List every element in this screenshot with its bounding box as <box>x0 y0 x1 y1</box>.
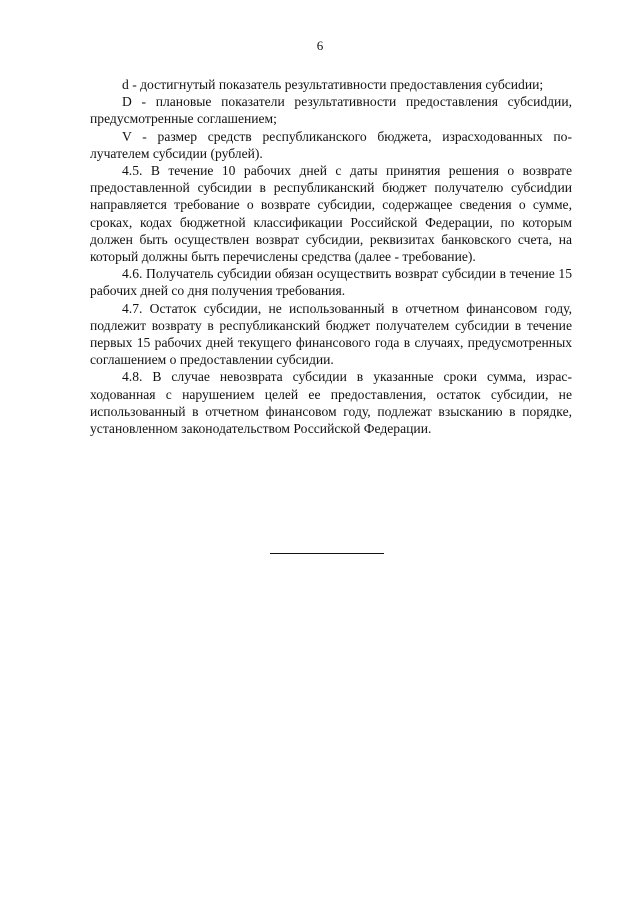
page-number: 6 <box>316 38 324 53</box>
paragraph-4-5: 4.5. В течение 10 рабочих дней с даты принятия решения о возврате предоставленной субсидии в республиканский бюджет получателю субсиdдии направляется требование о возврате субсидии, содержащее сведения о сумме, сроках, кодах бюджетной классификации Российской Федерации, по которым должен быть осуществлен возврат субсидии, реквизитах банковского счета, на который должны быть перечислены средства (далее - требование). <box>90 163 572 265</box>
paragraph-4-6: 4.6. Получатель субсидии обязан осуществить возврат субсидии в течение 15 рабочих дней со дня получения требования. <box>90 266 572 299</box>
paragraph-4-8: 4.8. В случае невозврата субсидии в указанные сроки сумма, израсходованная с нарушением целей ее предоставления, остаток субсидии, не использованный в отчетном финансовом году, подлежат взысканию в порядке, установленном законодательством Российской Федерации. <box>90 369 572 437</box>
paragraph-definition-V: V - размер средств республиканского бюджета, израсходованных получателем субсидии (рублей). <box>90 128 572 161</box>
paragraph-4-7: 4.7. Остаток субсидии, не использованный в отчетном финансовом году, подлежит возврату в республиканский бюджет получателем субсидии в течение первых 15 рабочих дней текущего финансового года в случаях, предусмотренных соглашением о предоставлении субсидии. <box>90 300 572 368</box>
document-body <box>90 76 572 437</box>
end-of-document-rule <box>270 553 384 554</box>
paragraph-definition-d: d - достигнутый показатель результативности предоставления субсиdии; <box>122 77 544 92</box>
paragraph-definition-D: D - плановые показатели результативности предоставления субсиdдии, предусмотренные соглашением; <box>90 94 572 127</box>
